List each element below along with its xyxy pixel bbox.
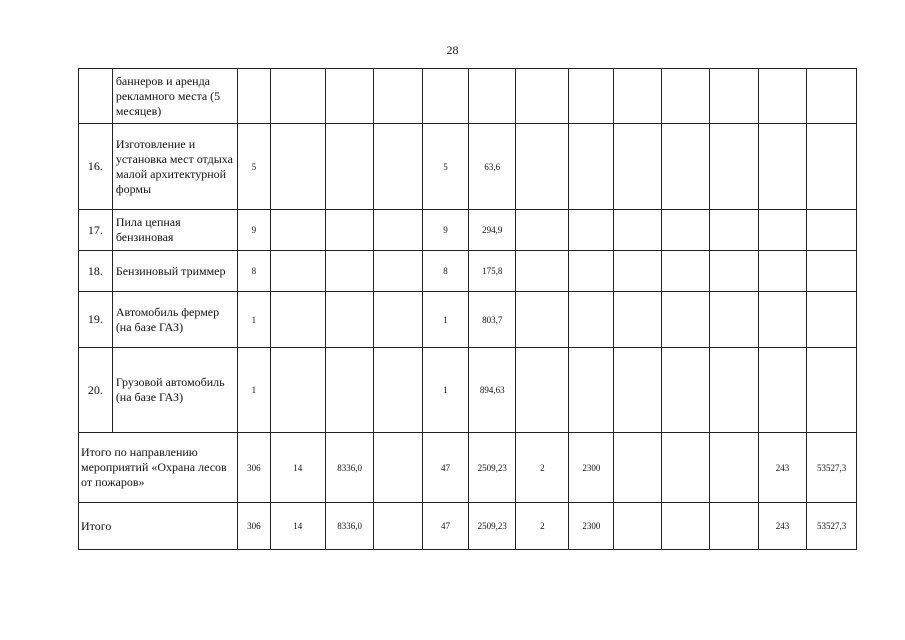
cell	[710, 69, 758, 124]
row-number: 17.	[79, 210, 113, 251]
cell	[661, 292, 709, 348]
row-number: 16.	[79, 124, 113, 210]
cell	[807, 251, 857, 292]
cell	[661, 210, 709, 251]
cell: 2300	[569, 503, 614, 550]
cell: 1	[237, 292, 270, 348]
cell	[661, 433, 709, 503]
cell	[614, 69, 661, 124]
cell	[758, 69, 806, 124]
cell	[516, 348, 569, 433]
cell	[569, 348, 614, 433]
item-name: Грузовой автомобиль (на базе ГАЗ)	[112, 348, 237, 433]
cell	[807, 69, 857, 124]
cell	[710, 124, 758, 210]
cell: 14	[270, 503, 325, 550]
cell	[614, 210, 661, 251]
cell	[710, 348, 758, 433]
cell: 47	[422, 503, 468, 550]
cell: 1	[422, 292, 468, 348]
cell	[758, 251, 806, 292]
table-row	[79, 69, 857, 124]
cell	[807, 348, 857, 433]
subtotal-row	[79, 433, 857, 503]
cell	[374, 251, 422, 292]
cell	[807, 292, 857, 348]
table-row	[79, 292, 857, 348]
cell: 5	[422, 124, 468, 210]
cell	[422, 69, 468, 124]
cell	[374, 433, 422, 503]
cell	[516, 210, 569, 251]
cell: 2	[516, 433, 569, 503]
row-number: 19.	[79, 292, 113, 348]
cell	[661, 251, 709, 292]
cell	[374, 292, 422, 348]
cell: 9	[422, 210, 468, 251]
cell	[614, 251, 661, 292]
cell	[758, 210, 806, 251]
row-number	[79, 69, 113, 124]
cell	[516, 69, 569, 124]
cell: 2509,23	[469, 503, 516, 550]
cell	[325, 69, 373, 124]
cell	[516, 124, 569, 210]
cell	[270, 348, 325, 433]
cell	[569, 210, 614, 251]
cell: 5	[237, 124, 270, 210]
cell: 9	[237, 210, 270, 251]
cell	[325, 251, 373, 292]
cell	[614, 292, 661, 348]
cell: 47	[422, 433, 468, 503]
cell: 8	[422, 251, 468, 292]
cell	[237, 69, 270, 124]
cell	[710, 251, 758, 292]
page-number: 28	[446, 43, 459, 57]
cell	[661, 69, 709, 124]
cell	[325, 124, 373, 210]
cell	[710, 433, 758, 503]
cell	[516, 292, 569, 348]
table-row	[79, 124, 857, 210]
cell: 306	[237, 433, 270, 503]
cell	[516, 251, 569, 292]
cell: 175,8	[469, 251, 516, 292]
cell	[614, 503, 661, 550]
cell	[374, 69, 422, 124]
item-name: баннеров и аренда рекламного места (5 месяцев)	[112, 69, 237, 124]
table-row	[79, 251, 857, 292]
cell	[758, 348, 806, 433]
cell	[614, 124, 661, 210]
table-row	[79, 348, 857, 433]
cell	[325, 292, 373, 348]
cell: 8336,0	[325, 433, 373, 503]
cell	[469, 69, 516, 124]
cell	[710, 210, 758, 251]
cell	[374, 210, 422, 251]
cell	[614, 348, 661, 433]
cell	[270, 69, 325, 124]
subtotal-label: Итого по направлению мероприятий «Охрана лесов от пожаров»	[79, 433, 238, 503]
total-label: Итого	[79, 503, 238, 550]
item-name: Изготовление и установка мест отдыха малой архитектурной формы	[112, 124, 237, 210]
cell: 1	[422, 348, 468, 433]
cell	[758, 124, 806, 210]
cell	[374, 503, 422, 550]
total-row	[79, 503, 857, 550]
cell	[270, 124, 325, 210]
cell: 1	[237, 348, 270, 433]
cell	[614, 433, 661, 503]
cell: 63,6	[469, 124, 516, 210]
cell: 53527,3	[807, 503, 857, 550]
budget-table	[78, 68, 857, 550]
cell	[661, 124, 709, 210]
cell	[325, 348, 373, 433]
row-number: 20.	[79, 348, 113, 433]
cell: 2509,23	[469, 433, 516, 503]
cell	[270, 210, 325, 251]
cell	[710, 503, 758, 550]
cell	[758, 292, 806, 348]
item-name: Пила цепная бензиновая	[112, 210, 237, 251]
cell: 8	[237, 251, 270, 292]
cell: 2	[516, 503, 569, 550]
cell: 53527,3	[807, 433, 857, 503]
cell	[270, 251, 325, 292]
cell	[374, 124, 422, 210]
cell: 8336,0	[325, 503, 373, 550]
cell	[569, 124, 614, 210]
cell: 294,9	[469, 210, 516, 251]
cell	[569, 69, 614, 124]
cell	[661, 503, 709, 550]
item-name: Автомобиль фермер (на базе ГАЗ)	[112, 292, 237, 348]
cell	[325, 210, 373, 251]
cell	[710, 292, 758, 348]
cell	[569, 251, 614, 292]
item-name: Бензиновый триммер	[112, 251, 237, 292]
cell	[661, 348, 709, 433]
cell: 14	[270, 433, 325, 503]
cell: 2300	[569, 433, 614, 503]
row-number: 18.	[79, 251, 113, 292]
cell: 306	[237, 503, 270, 550]
cell	[270, 292, 325, 348]
table-row	[79, 210, 857, 251]
cell	[569, 292, 614, 348]
cell	[374, 348, 422, 433]
cell: 243	[758, 503, 806, 550]
cell	[807, 210, 857, 251]
cell: 803,7	[469, 292, 516, 348]
cell: 243	[758, 433, 806, 503]
cell	[807, 124, 857, 210]
cell: 894,63	[469, 348, 516, 433]
